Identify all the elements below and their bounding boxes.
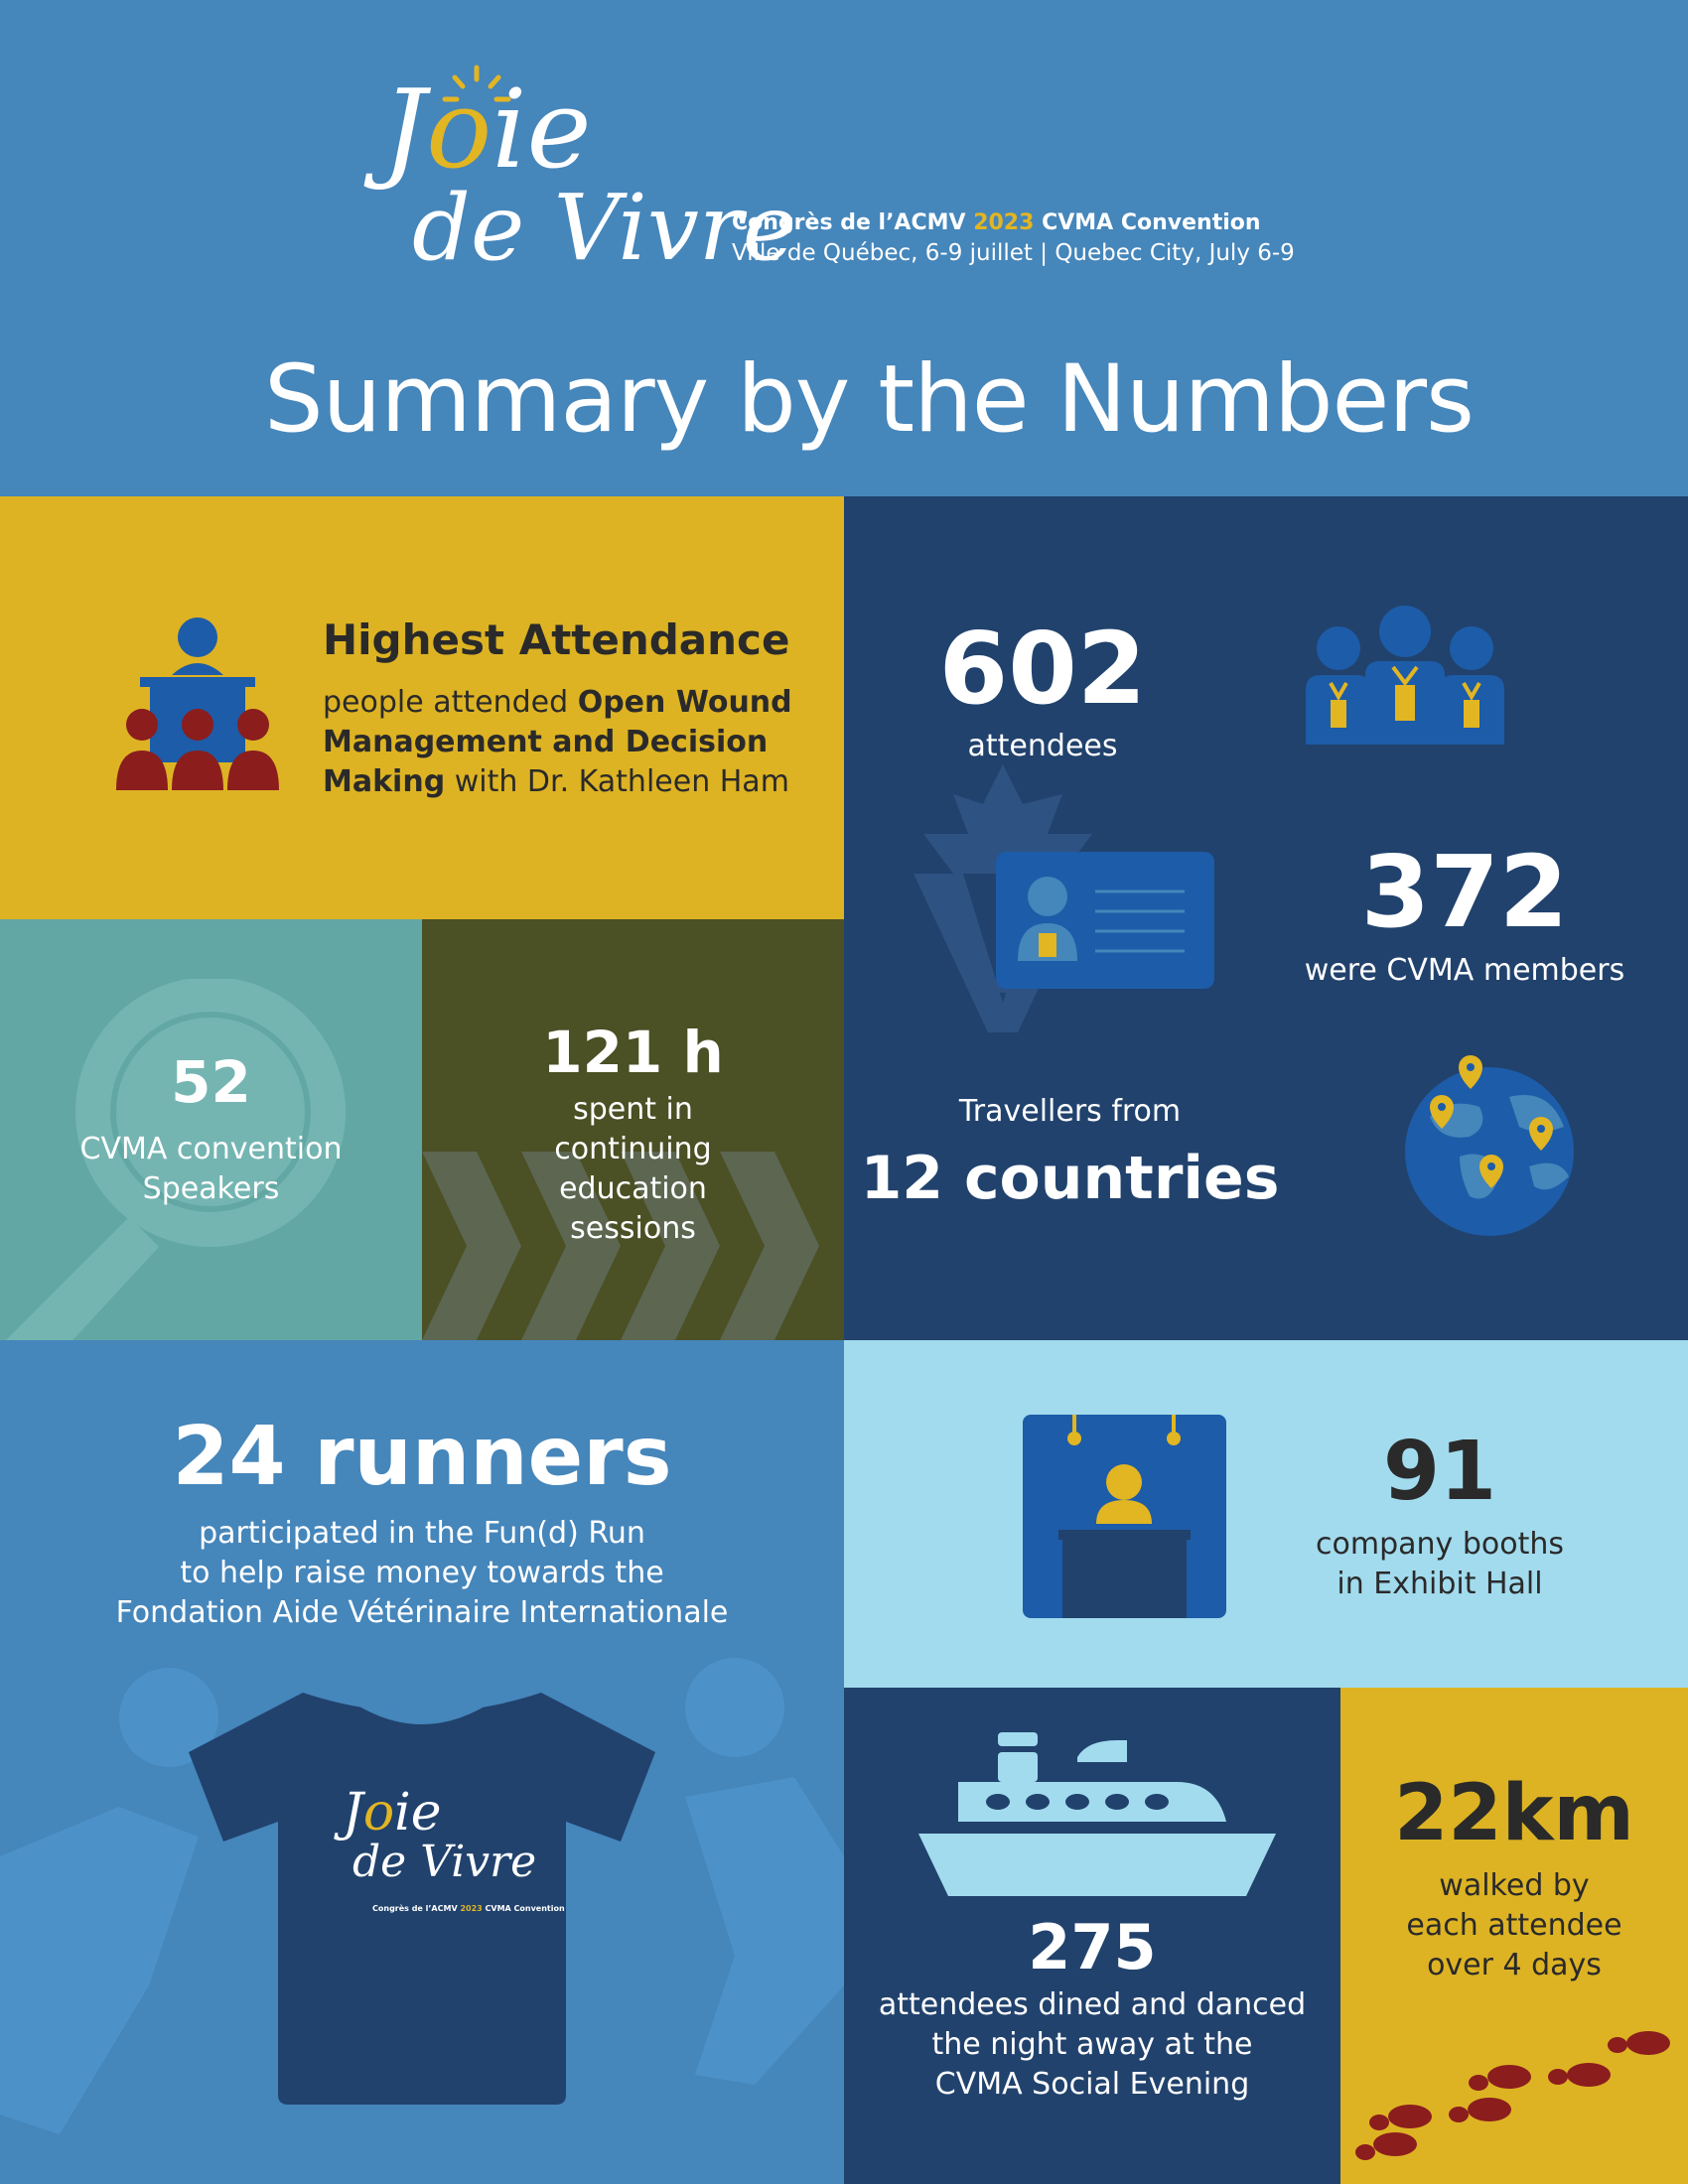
- runners-number: 24 runners: [172, 1410, 672, 1504]
- convention-name-fr: Congrès de l’ACMV: [732, 210, 966, 235]
- id-card-icon: [996, 852, 1214, 989]
- speakers-label-2: Speakers: [142, 1171, 280, 1206]
- shirt-logo-devivre: de Vivre: [352, 1837, 537, 1887]
- exhibit-booth-icon: [1023, 1415, 1226, 1618]
- cruise-ship-icon: [918, 1732, 1276, 1901]
- social-evening-panel: [844, 1688, 1340, 2184]
- presentation-audience-icon: [114, 615, 283, 794]
- members-label: were CVMA members: [1304, 953, 1625, 988]
- hours-panel: [422, 919, 844, 1340]
- header: [0, 0, 1688, 496]
- hours-label-2: continuing: [554, 1132, 712, 1166]
- logo-text-devivre: de Vivre: [412, 175, 797, 281]
- attendance-text-2: with Dr. Kathleen Ham: [445, 764, 789, 799]
- booths-panel: [844, 1340, 1688, 1688]
- shirt-logo-o: o: [362, 1783, 395, 1843]
- shirt-logo-j: J: [343, 1783, 363, 1843]
- attendees-number: 602: [938, 611, 1147, 727]
- booths-label-2: in Exhibit Hall: [1336, 1567, 1543, 1601]
- speakers-label-1: CVMA convention: [79, 1132, 343, 1166]
- attendance-stats-panel: [844, 496, 1688, 1340]
- logo-text-o: o: [426, 66, 492, 193]
- footprints-icon: [1355, 2015, 1683, 2174]
- attendance-session-3: Making: [323, 764, 446, 799]
- countries-number: 12 countries: [860, 1144, 1280, 1213]
- speakers-number: 52: [171, 1048, 251, 1116]
- shirt-caption-year: 2023: [460, 1904, 483, 1913]
- runners-line-2: to help raise money towards the: [180, 1556, 664, 1590]
- shirt-caption: [372, 1904, 565, 1913]
- convention-name-en: CVMA Convention: [1042, 210, 1261, 235]
- hours-label-1: spent in: [573, 1092, 693, 1127]
- attendance-session-1: Open Wound: [577, 685, 792, 720]
- shirt-caption-fr: Congrès de l’ACMV: [372, 1904, 458, 1913]
- attendance-heading: Highest Attendance: [323, 615, 790, 664]
- convention-dates: Ville de Québec, 6-9 juillet | Quebec City, July 6-9: [732, 240, 1295, 266]
- members-number: 372: [1360, 834, 1569, 950]
- hours-label-4: sessions: [570, 1211, 696, 1246]
- social-line-3: CVMA Social Evening: [934, 2067, 1250, 2102]
- logo-text-j: J: [382, 66, 427, 193]
- countries-label: Travellers from: [958, 1094, 1182, 1129]
- attendance-description: [323, 683, 819, 802]
- runners-line-3: Fondation Aide Vétérinaire Internationale: [115, 1595, 729, 1630]
- globe-pins-icon: [1400, 1047, 1579, 1236]
- convention-year: 2023: [973, 210, 1035, 235]
- hours-label-3: education: [559, 1171, 707, 1206]
- walk-number: 22km: [1394, 1769, 1634, 1858]
- convention-name: [732, 210, 1261, 235]
- logo-text-ie: ie: [492, 66, 592, 193]
- shirt-logo-ie: ie: [394, 1783, 442, 1843]
- social-line-1: attendees dined and danced: [878, 1987, 1307, 2022]
- shirt-caption-en: CVMA Convention: [485, 1904, 565, 1913]
- social-line-2: the night away at the: [931, 2027, 1253, 2062]
- attendees-label: attendees: [967, 729, 1118, 763]
- walk-line-3: over 4 days: [1427, 1948, 1602, 1982]
- walk-line-1: walked by: [1439, 1868, 1590, 1903]
- runners-panel: [0, 1340, 844, 2184]
- people-badges-icon: [1306, 606, 1514, 745]
- attendance-session-2: Management and Decision: [323, 725, 769, 759]
- speakers-panel: [0, 919, 422, 1340]
- social-number: 275: [1028, 1911, 1157, 1983]
- booths-number: 91: [1382, 1425, 1497, 1519]
- booths-label-1: company booths: [1316, 1527, 1564, 1562]
- attendance-panel: [0, 496, 844, 919]
- shirt-logo: [343, 1783, 537, 1887]
- runners-line-1: participated in the Fun(d) Run: [199, 1516, 645, 1551]
- logo: [382, 55, 797, 293]
- walk-line-2: each attendee: [1406, 1908, 1622, 1943]
- attendance-text-1: people attended: [323, 685, 578, 720]
- page-title: Summary by the Numbers: [263, 345, 1475, 454]
- hours-number: 121 h: [542, 1019, 724, 1086]
- walking-panel: [1340, 1688, 1688, 2184]
- tshirt-icon: [184, 1693, 660, 2110]
